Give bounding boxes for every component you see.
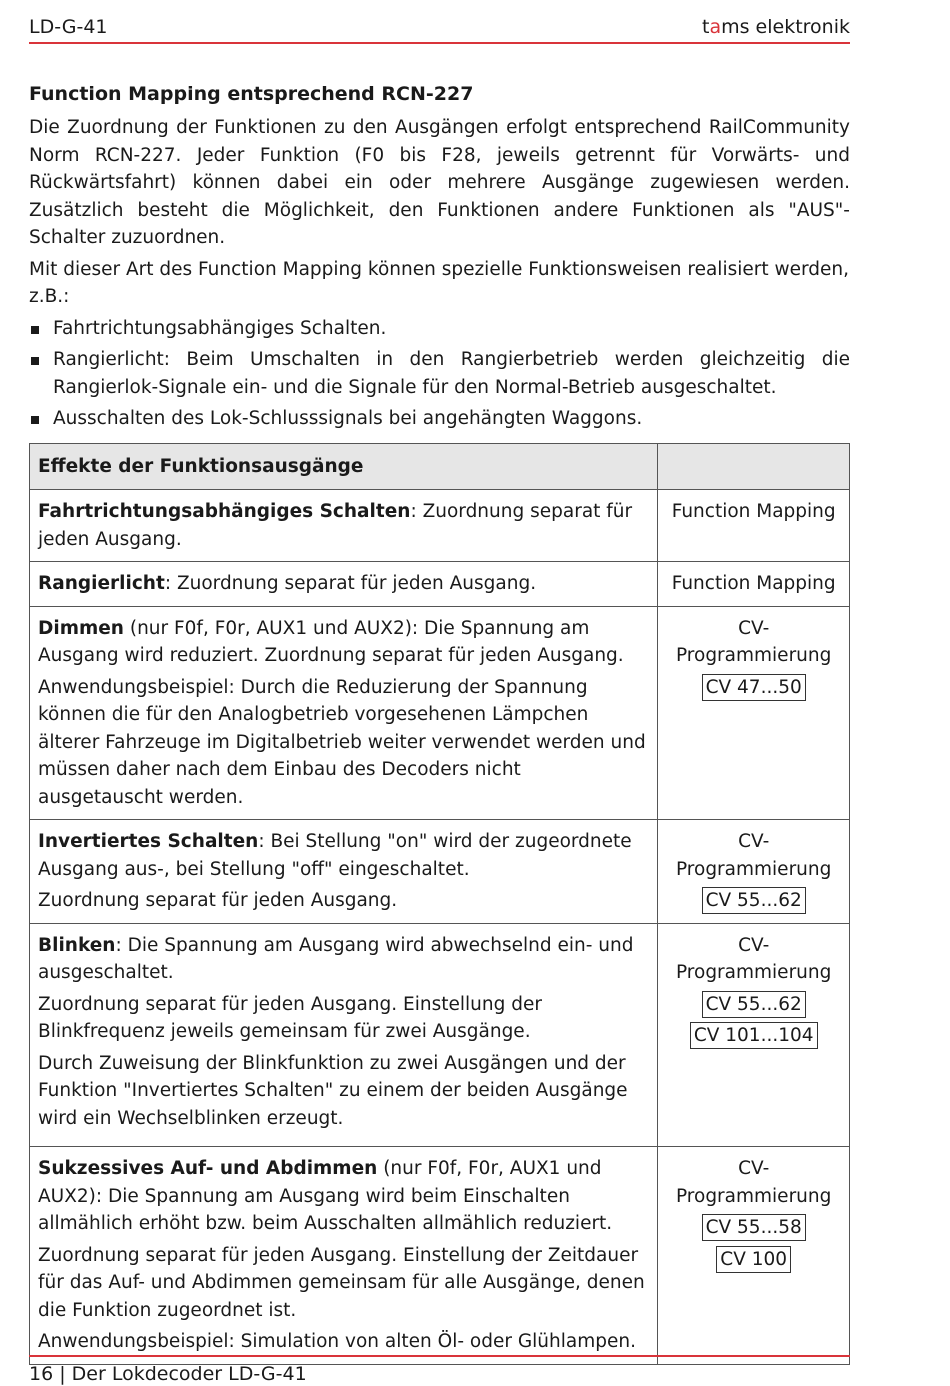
- table-row: [30, 820, 850, 924]
- effect-text: : Bei Stellung "on" wird der zugeordnete Ausgang aus-, bei Stellung "off" eingeschaltet.: [38, 831, 632, 880]
- method-cell: [658, 606, 850, 820]
- effect-text: : Zuordnung separat für jeden Ausgang.: [38, 501, 633, 550]
- brand-accent-letter: a: [709, 16, 722, 38]
- brand-t: t: [701, 16, 710, 38]
- method-label: CV-Programmierung: [675, 934, 832, 983]
- list-item: [29, 346, 850, 401]
- effect-cell: [30, 490, 658, 562]
- bullet-icon: [31, 326, 39, 334]
- effect-cell: [30, 820, 658, 924]
- list-item-text: Fahrtrichtungsabhängiges Schalten.: [53, 317, 387, 339]
- effect-text: (nur F0f, F0r, AUX1 und AUX2): Die Spannung am Ausgang wird reduziert. Zuordnung separat für jeden Ausgang.: [38, 617, 624, 666]
- effect-text: : Die Spannung am Ausgang wird abwechselnd ein- und ausgeschaltet.: [38, 934, 634, 983]
- page-header: [29, 12, 850, 44]
- effect-name: Rangierlicht: [38, 573, 165, 594]
- table-row: [30, 606, 850, 820]
- cv-reference: CV 55...62: [702, 887, 806, 914]
- list-item: [29, 405, 850, 433]
- method-label: CV-Programmierung: [675, 831, 832, 880]
- method-cell: [658, 1147, 850, 1365]
- method-label: CV-Programmierung: [675, 1158, 832, 1207]
- effect-cell: [30, 562, 658, 607]
- page-footer: [29, 1355, 850, 1385]
- effect-description: [38, 828, 649, 883]
- method-label: Function Mapping: [671, 501, 836, 522]
- cv-reference: CV 55...58: [702, 1214, 806, 1241]
- effect-name: Sukzessives Auf- und Abdimmen: [38, 1158, 378, 1179]
- table-header-empty-cell: [658, 443, 850, 490]
- method-label: CV-Programmierung: [675, 617, 832, 666]
- effect-text: : Zuordnung separat für jeden Ausgang.: [164, 573, 537, 594]
- bullet-icon: [31, 416, 39, 424]
- table-header-cell: Effekte der Funktionsausgänge: [30, 443, 658, 490]
- table-row: [30, 562, 850, 607]
- function-outputs-table: [29, 443, 850, 1365]
- effect-name: Blinken: [38, 934, 116, 956]
- cv-reference: CV 101...104: [690, 1022, 818, 1049]
- cv-reference: CV 55...62: [702, 991, 806, 1018]
- effect-extra: Anwendungsbeispiel: Simulation von alten Öl- oder Glühlampen.: [38, 1331, 636, 1352]
- effect-extra: Zuordnung separat für jeden Ausgang. Einstellung der Zeitdauer für das Auf- und Abdimmen gemeinsam für alle Ausgänge, denen die Funktion zugeordnet ist.: [38, 1244, 645, 1321]
- effect-description: [38, 932, 649, 987]
- page-content: [29, 80, 850, 1365]
- header-brand: [702, 16, 850, 38]
- table-row: [30, 490, 850, 562]
- method-cell: [658, 923, 850, 1147]
- bullet-icon: [31, 357, 39, 365]
- effect-extra: Anwendungsbeispiel: Durch die Reduzierung der Spannung können die für den Analogbetrieb vorgesehenen Lämpchen älterer Fahrzeuge im Digitalbetrieb weiter verwendet werden und müssen daher nach dem Einbau des Decoders nicht ausgetauscht werden.: [38, 676, 646, 808]
- footer-page-label: 16 | Der Lokdecoder LD-G-41: [29, 1363, 307, 1385]
- cv-reference: CV 100: [716, 1246, 791, 1273]
- header-doc-id: LD-G-41: [29, 16, 108, 38]
- intro-paragraph: Die Zuordnung der Funktionen zu den Ausgängen erfolgt entsprechend RailCommunity Norm RCN-227. Jeder Funktion (F0 bis F28, jeweils getrennt für Vorwärts- und Rückwärtsfahrt) können dabei ein oder mehrere Ausgänge zugewiesen werden. Zusätzlich besteht die Möglichkeit, den Funktionen andere Funktionen als "AUS"-Schalter zuzuordnen.: [29, 117, 850, 248]
- effect-cell: [30, 1147, 658, 1365]
- effect-extra: Zuordnung separat für jeden Ausgang.: [38, 890, 398, 911]
- effect-cell: [30, 923, 658, 1147]
- method-cell: [658, 820, 850, 924]
- list-item: [29, 315, 850, 343]
- method-cell: [658, 562, 850, 607]
- effect-name: Invertiertes Schalten: [38, 831, 259, 852]
- effect-name: Fahrtrichtungsabhängiges Schalten: [38, 501, 411, 522]
- cv-reference: CV 47...50: [702, 674, 806, 701]
- list-item-text: Rangierlicht: Beim Umschalten in den Rangierbetrieb werden gleichzeitig die Rangierlok-Signale ein- und die Signale für den Normal-Betrieb ausgeschaltet.: [53, 349, 850, 398]
- table-header-row: [30, 443, 850, 490]
- section-title: Function Mapping entsprechend RCN-227: [29, 83, 474, 105]
- effect-name: Dimmen: [38, 617, 124, 639]
- list-item-text: Ausschalten des Lok-Schlusssignals bei angehängten Waggons.: [53, 408, 643, 429]
- brand-rest: ms elektronik: [721, 16, 850, 38]
- table-row: [30, 1147, 850, 1365]
- effect-description: [38, 498, 649, 553]
- effect-extra: Zuordnung separat für jeden Ausgang. Einstellung der Blinkfrequenz jeweils gemeinsam für zwei Ausgänge.: [38, 993, 542, 1042]
- effect-extra: Durch Zuweisung der Blinkfunktion zu zwei Ausgängen und der Funktion "Invertiertes Schalten" zu einem der beiden Ausgänge wird ein Wechselblinken erzeugt.: [38, 1052, 628, 1129]
- effect-description: [38, 570, 649, 598]
- method-label: Function Mapping: [671, 573, 836, 594]
- effect-description: [38, 615, 649, 670]
- feature-list: [29, 315, 850, 433]
- effect-cell: [30, 606, 658, 820]
- intro-paragraph-2: Mit dieser Art des Function Mapping können spezielle Funktionsweisen realisiert werden, z.B.:: [29, 258, 850, 307]
- effect-text: (nur F0f, F0r, AUX1 und AUX2): Die Spannung am Ausgang wird beim Einschalten allmählich erhöht bzw. beim Ausschalten allmählich reduziert.: [38, 1158, 613, 1234]
- effect-description: [38, 1155, 649, 1238]
- table-row: [30, 923, 850, 1147]
- method-cell: [658, 490, 850, 562]
